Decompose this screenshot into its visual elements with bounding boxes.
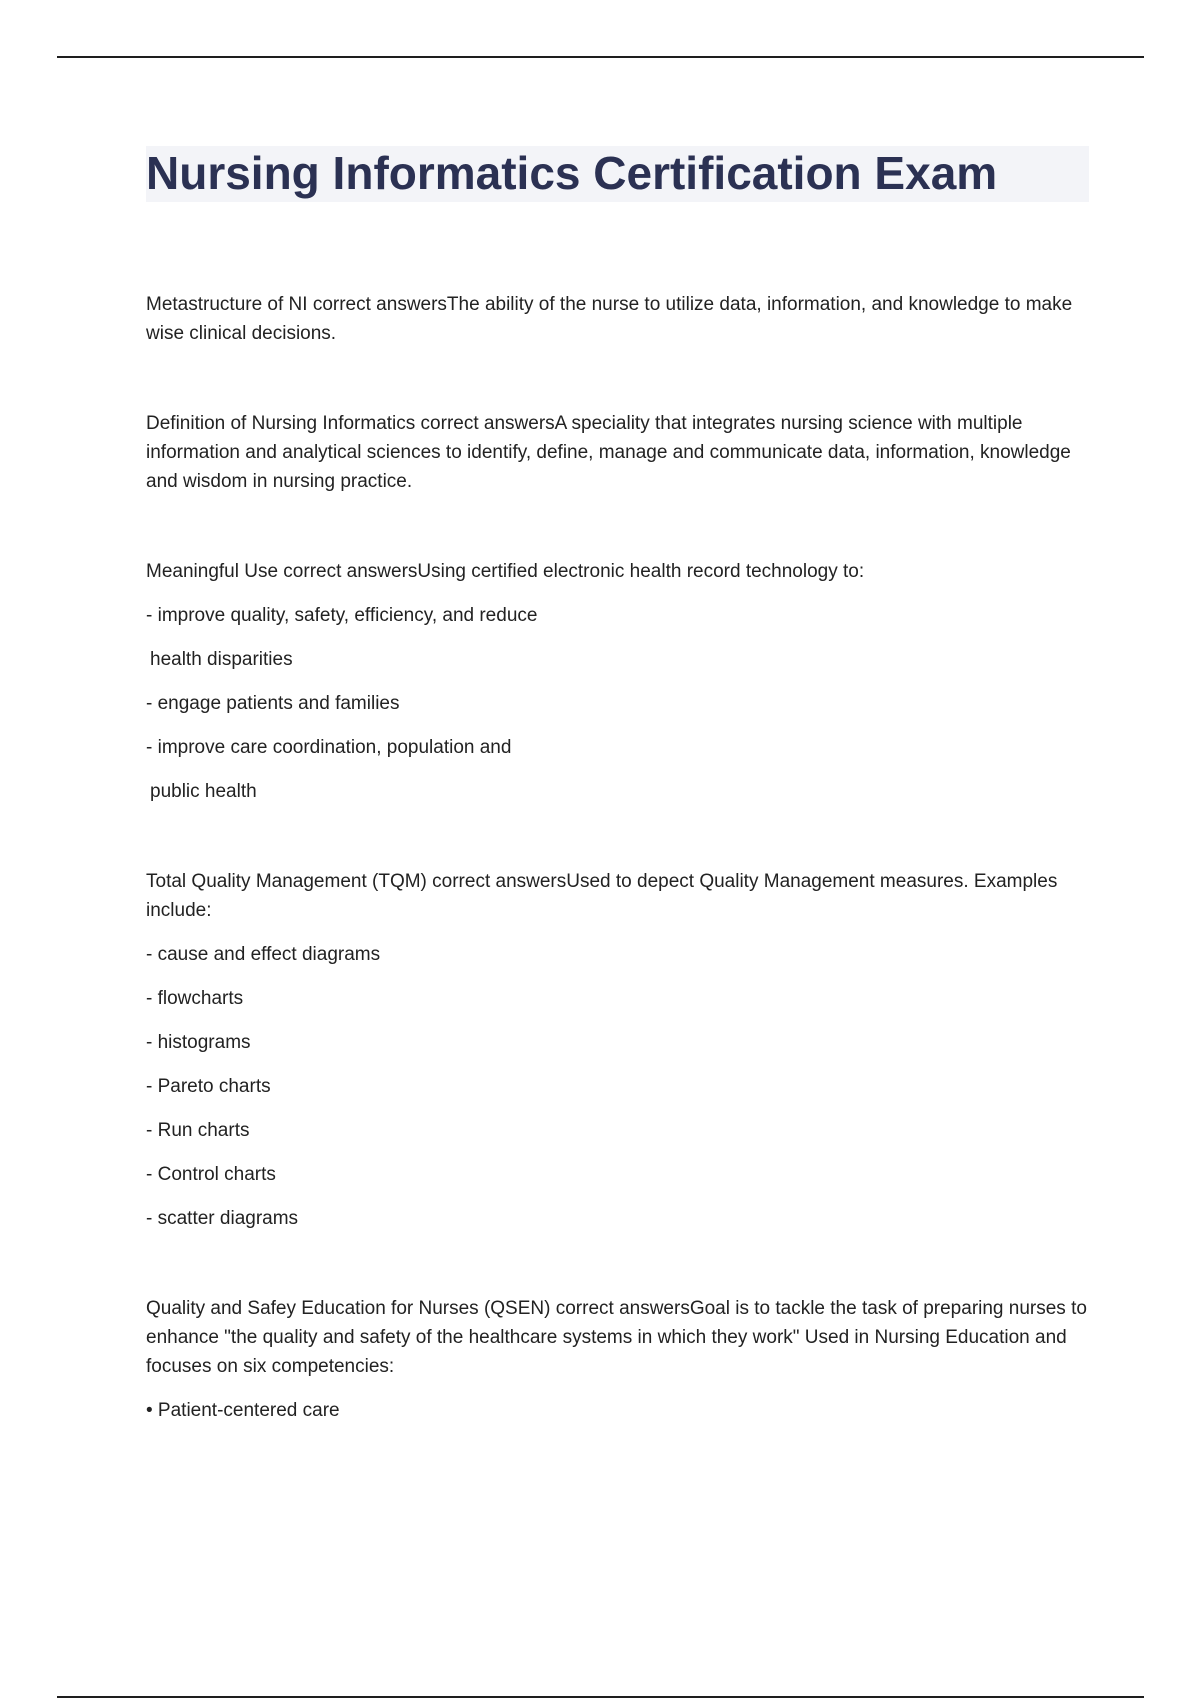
- qa-text: Definition of Nursing Informatics correct answersA speciality that integrates nursing science with multiple information and analytical sciences to identify, define, manage and communicate data, information, knowledge and wisdom in nursing practice.: [146, 413, 1071, 492]
- list-line: - Run charts: [146, 1120, 250, 1141]
- list-line: - histograms: [146, 1032, 251, 1053]
- list-line: - scatter diagrams: [146, 1208, 299, 1229]
- header-rule: [57, 56, 1144, 58]
- list-line: - Pareto charts: [146, 1076, 271, 1097]
- qa-entry: [146, 557, 1091, 806]
- footer-rule: [57, 1696, 1144, 1698]
- list-line: - cause and effect diagrams: [146, 944, 381, 965]
- list-line: - improve quality, safety, efficiency, and reduce: [146, 605, 538, 626]
- qa-text: Total Quality Management (TQM) correct answersUsed to depect Quality Management measures. Examples include:: [146, 871, 1058, 921]
- list-line: - flowcharts: [146, 988, 244, 1009]
- qa-text: Meaningful Use correct answersUsing certified electronic health record technology to:: [146, 561, 865, 582]
- document-body: [146, 290, 1091, 1486]
- qa-entry: [146, 867, 1091, 1233]
- qa-entry: [146, 290, 1091, 348]
- qa-text: Quality and Safey Education for Nurses (QSEN) correct answersGoal is to tackle the task of preparing nurses to enhance "the quality and safety of the healthcare systems in which they work" Used in Nursing Education and focuses on six competencies:: [146, 1298, 1087, 1377]
- list-line: • Patient-centered care: [146, 1400, 340, 1421]
- document-title: Nursing Informatics Certification Exam: [146, 147, 998, 199]
- qa-text: Metastructure of NI correct answersThe ability of the nurse to utilize data, information, and knowledge to make wise clinical decisions.: [146, 294, 1073, 344]
- list-line: - Control charts: [146, 1164, 276, 1185]
- qa-entry: [146, 1294, 1091, 1425]
- list-line: health disparities: [150, 649, 293, 670]
- list-line: - improve care coordination, population and: [146, 737, 512, 758]
- qa-entry: [146, 409, 1091, 496]
- list-line: public health: [150, 781, 257, 802]
- list-line: - engage patients and families: [146, 693, 400, 714]
